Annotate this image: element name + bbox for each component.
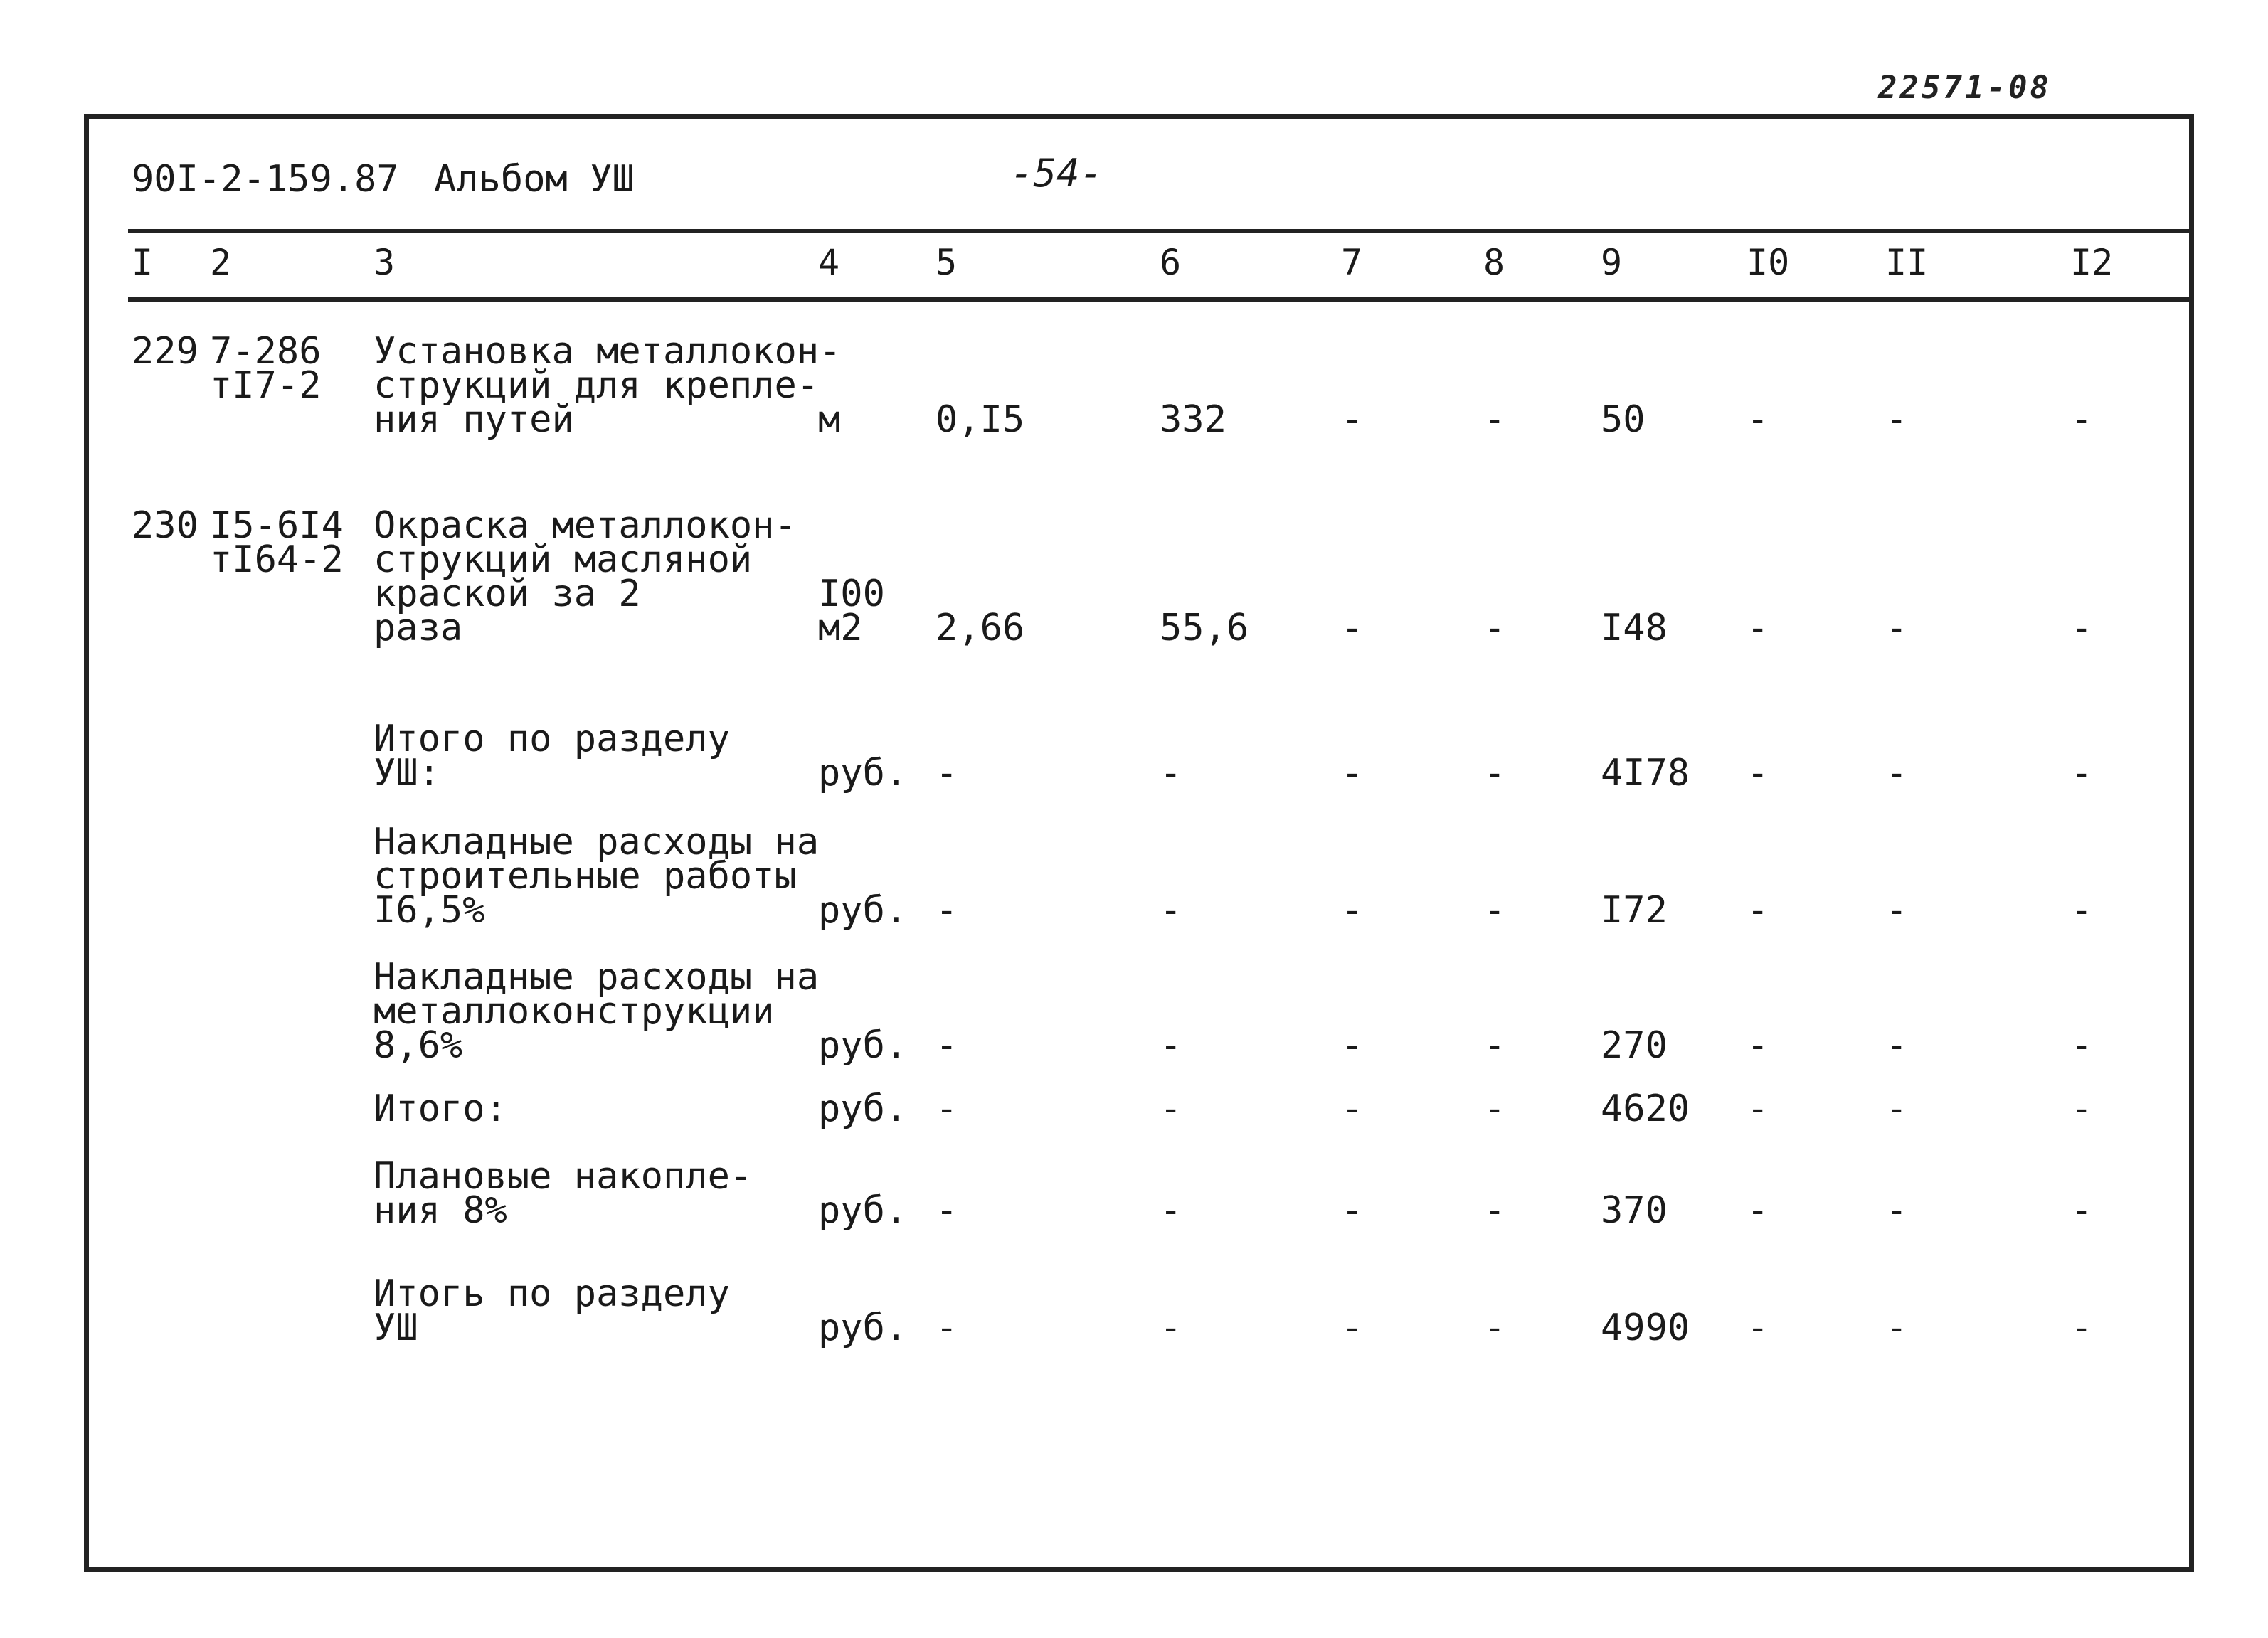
cell-c10: - xyxy=(1747,889,1769,932)
cell-c8: - xyxy=(1483,1024,1506,1067)
cell-c10: - xyxy=(1747,1189,1769,1232)
cell-c12: - xyxy=(2070,752,2093,794)
unit: руб. xyxy=(818,1189,908,1232)
cell-c5: 0,I5 xyxy=(936,398,1025,441)
work-description: ния путей xyxy=(373,398,574,441)
cell-c11: - xyxy=(1885,607,1908,649)
column-header-rule xyxy=(128,297,2194,302)
work-description: струкций масляной xyxy=(373,538,753,581)
work-description: Итогь по разделу xyxy=(373,1272,730,1315)
album-title: Альбом УШ xyxy=(434,158,635,201)
cell-c7: - xyxy=(1341,607,1364,649)
row-number: 230 xyxy=(132,504,198,547)
cell-c7: - xyxy=(1341,1087,1364,1130)
work-description: раза xyxy=(373,607,463,649)
cell-c6: 55,6 xyxy=(1160,607,1249,649)
cell-c10: - xyxy=(1747,398,1769,441)
cell-c9: 50 xyxy=(1601,398,1646,441)
column-number: 4 xyxy=(818,242,840,283)
cell-c9: I48 xyxy=(1601,607,1668,649)
cell-c8: - xyxy=(1483,1189,1506,1232)
unit: руб. xyxy=(818,1024,908,1067)
work-description: Накладные расходы на xyxy=(373,956,820,999)
cell-c10: - xyxy=(1747,752,1769,794)
cell-c11: - xyxy=(1885,398,1908,441)
cell-c6: - xyxy=(1160,1307,1182,1349)
cell-c9: 4620 xyxy=(1601,1087,1690,1130)
work-description: I6,5% xyxy=(373,889,485,932)
rate-code: тI64-2 xyxy=(210,538,344,581)
cell-c6: - xyxy=(1160,1087,1182,1130)
header-rule xyxy=(128,229,2194,233)
rate-code: I5-6I4 xyxy=(210,504,344,547)
cell-c8: - xyxy=(1483,398,1506,441)
work-description: Итого по разделу xyxy=(373,718,730,760)
cell-c7: - xyxy=(1341,752,1364,794)
page-number: -54- xyxy=(1010,151,1103,196)
cell-c6: - xyxy=(1160,1024,1182,1067)
cell-c8: - xyxy=(1483,1307,1506,1349)
cell-c10: - xyxy=(1747,1024,1769,1067)
work-description: металлоконструкции xyxy=(373,990,775,1033)
cell-c5: - xyxy=(936,1087,958,1130)
row-number: 229 xyxy=(132,330,198,373)
cell-c12: - xyxy=(2070,607,2093,649)
cell-c7: - xyxy=(1341,1024,1364,1067)
column-number: 3 xyxy=(373,242,396,283)
unit: руб. xyxy=(818,1087,908,1130)
cell-c9: 270 xyxy=(1601,1024,1668,1067)
work-description: ния 8% xyxy=(373,1189,507,1232)
work-description: Накладные расходы на xyxy=(373,821,820,863)
rate-code: 7-286 xyxy=(210,330,322,373)
work-description: струкций для крепле- xyxy=(373,364,820,407)
column-number: 8 xyxy=(1483,242,1505,283)
cell-c5: - xyxy=(936,889,958,932)
cell-c9: 4990 xyxy=(1601,1307,1690,1349)
column-number: II xyxy=(1885,242,1929,283)
work-description: Итого: xyxy=(373,1087,507,1130)
unit: руб. xyxy=(818,889,908,932)
cell-c8: - xyxy=(1483,752,1506,794)
column-number: 7 xyxy=(1341,242,1363,283)
cell-c11: - xyxy=(1885,1087,1908,1130)
project-number: 90I-2-159.87 xyxy=(132,158,399,201)
work-description: краской за 2 xyxy=(373,573,641,615)
unit: м xyxy=(818,398,841,441)
work-description: УШ xyxy=(373,1307,418,1349)
cell-c5: - xyxy=(936,752,958,794)
column-number: 9 xyxy=(1601,242,1623,283)
unit: I00 xyxy=(818,573,885,615)
cell-c5: - xyxy=(936,1024,958,1067)
work-description: Установка металлокон- xyxy=(373,330,842,373)
cell-c9: 4I78 xyxy=(1601,752,1690,794)
cell-c8: - xyxy=(1483,1087,1506,1130)
cell-c12: - xyxy=(2070,1189,2093,1232)
cell-c6: - xyxy=(1160,752,1182,794)
work-description: УШ: xyxy=(373,752,440,794)
column-number: I xyxy=(132,242,154,283)
column-number: 5 xyxy=(936,242,958,283)
unit: руб. xyxy=(818,1307,908,1349)
column-number: 6 xyxy=(1160,242,1182,283)
unit: руб. xyxy=(818,752,908,794)
cell-c9: 370 xyxy=(1601,1189,1668,1232)
cell-c8: - xyxy=(1483,607,1506,649)
rate-code: тI7-2 xyxy=(210,364,322,407)
cell-c6: - xyxy=(1160,1189,1182,1232)
cell-c12: - xyxy=(2070,1307,2093,1349)
work-description: Плановые накопле- xyxy=(373,1155,753,1198)
cell-c10: - xyxy=(1747,1087,1769,1130)
column-number: I2 xyxy=(2070,242,2114,283)
cell-c10: - xyxy=(1747,1307,1769,1349)
cell-c5: 2,66 xyxy=(936,607,1025,649)
work-description: Окраска металлокон- xyxy=(373,504,797,547)
cell-c6: 332 xyxy=(1160,398,1226,441)
unit: м2 xyxy=(818,607,863,649)
cell-c7: - xyxy=(1341,889,1364,932)
cell-c7: - xyxy=(1341,1307,1364,1349)
cell-c7: - xyxy=(1341,398,1364,441)
cell-c11: - xyxy=(1885,889,1908,932)
work-description: 8,6% xyxy=(373,1024,463,1067)
column-number: 2 xyxy=(210,242,232,283)
cell-c5: - xyxy=(936,1189,958,1232)
cell-c12: - xyxy=(2070,1024,2093,1067)
cell-c9: I72 xyxy=(1601,889,1668,932)
cell-c12: - xyxy=(2070,1087,2093,1130)
column-number: I0 xyxy=(1747,242,1790,283)
cell-c11: - xyxy=(1885,1189,1908,1232)
cell-c7: - xyxy=(1341,1189,1364,1232)
cell-c5: - xyxy=(936,1307,958,1349)
cell-c12: - xyxy=(2070,889,2093,932)
cell-c11: - xyxy=(1885,1307,1908,1349)
cell-c8: - xyxy=(1483,889,1506,932)
document-code: 22571-08 xyxy=(1878,70,2052,106)
cell-c11: - xyxy=(1885,752,1908,794)
cell-c6: - xyxy=(1160,889,1182,932)
cell-c11: - xyxy=(1885,1024,1908,1067)
cell-c10: - xyxy=(1747,607,1769,649)
work-description: строительные работы xyxy=(373,855,797,898)
cell-c12: - xyxy=(2070,398,2093,441)
